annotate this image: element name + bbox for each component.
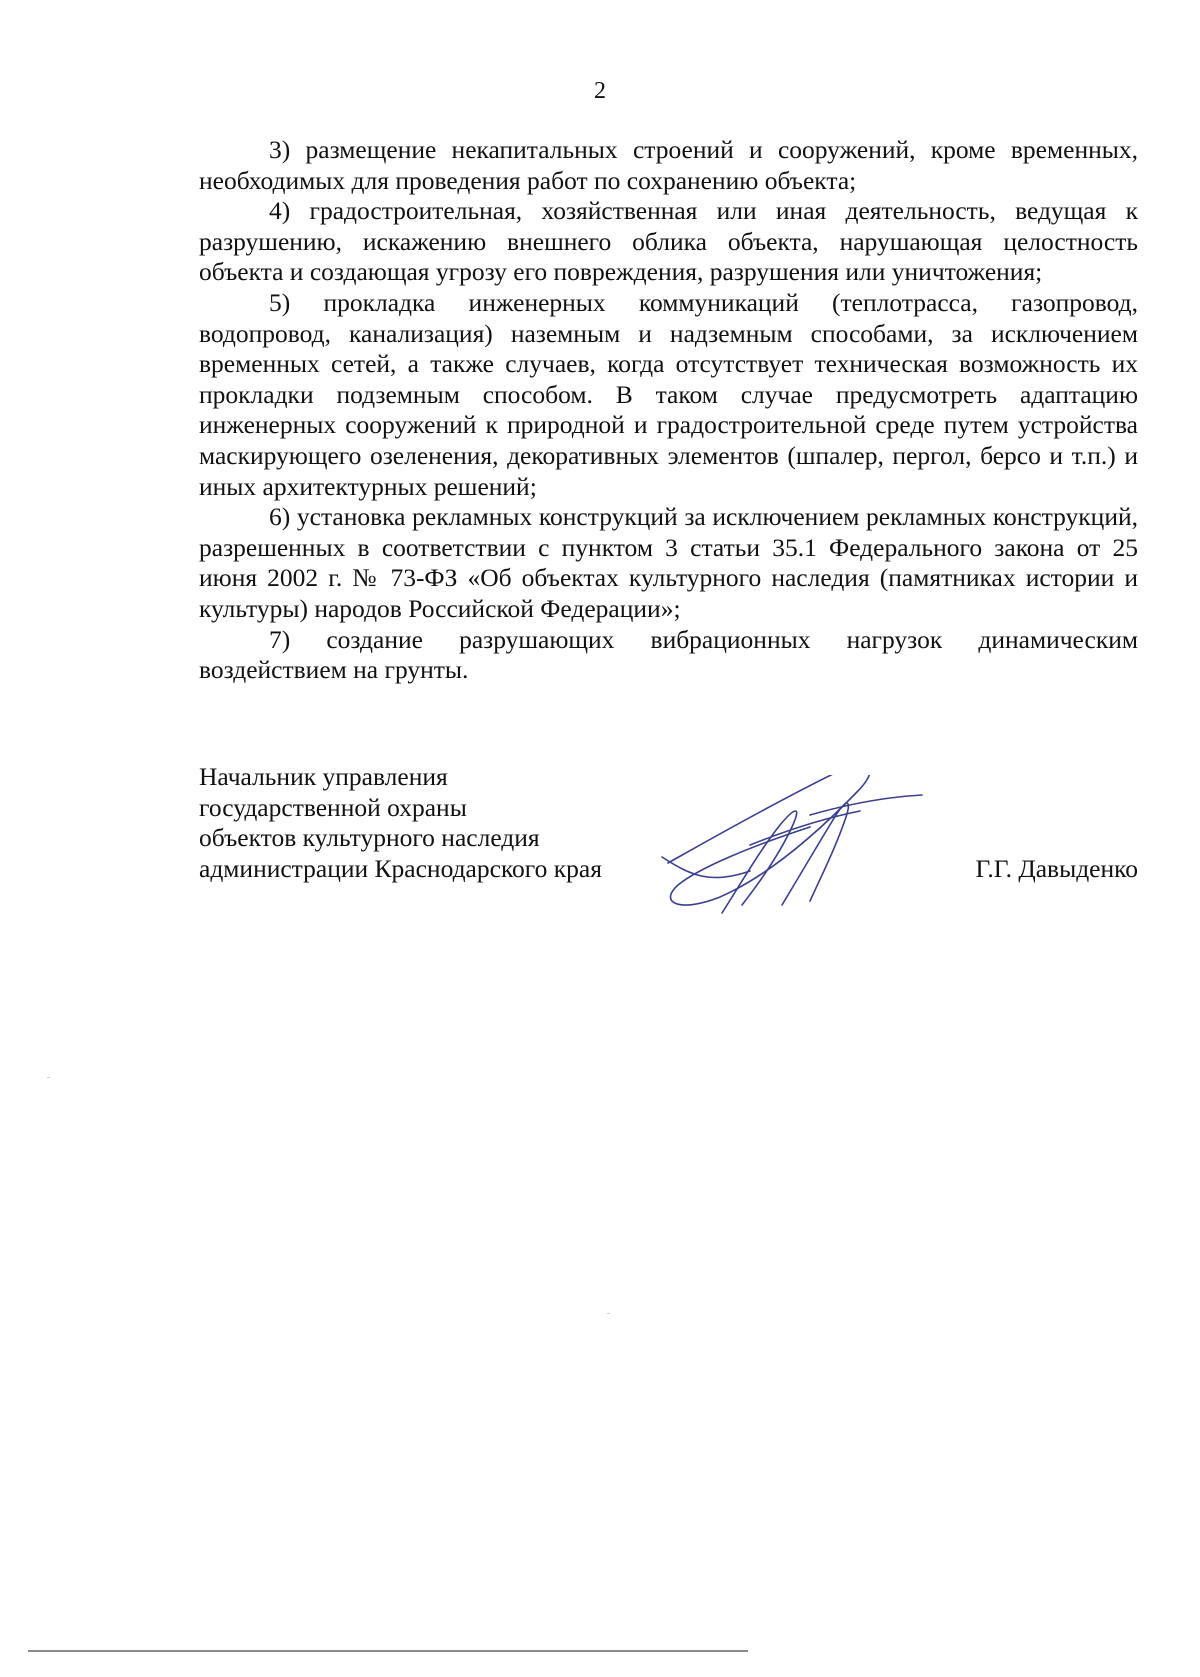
list-item-4: 4) градостроительная, хозяйственная или иная деятельность, ведущая к разрушению, искажению внешнего облика объекта, нарушающая целостность объекта и создающая угрозу его повреждения, разрушения или уничтожения;: [199, 196, 1138, 287]
scan-speck: [47, 1077, 50, 1078]
signatory-title-line: Начальник управления: [199, 762, 448, 791]
signatory-title: [199, 762, 602, 884]
handwritten-signature: [660, 775, 930, 925]
scan-speck: [607, 1313, 610, 1314]
list-item-6: 6) установка рекламных конструкций за исключением рекламных конструкций, разрешенных в соответствии с пунктом 3 статьи 35.1 Федерального закона от 25 июня 2002 г. № 73-ФЗ «Об объектах культурного наследия (памятниках истории и культуры) народов Российской Федерации»;: [199, 502, 1138, 623]
list-item-3: 3) размещение некапитальных строений и сооружений, кроме временных, необходимых для проведения работ по сохранению объекта;: [199, 135, 1138, 195]
signature-stroke: [810, 795, 922, 815]
signatory-title-line: государственной охраны: [199, 792, 467, 822]
signatory-name: Г.Г. Давыденко: [975, 854, 1138, 883]
signature-stroke: [782, 803, 848, 905]
page-number: 2: [594, 78, 606, 104]
list-item-7: 7) создание разрушающих вибрационных нагрузок динамическим воздействием на грунты.: [199, 624, 1138, 685]
signatory-title-line: объектов культурного наследия: [199, 823, 540, 853]
bottom-scan-rule: [28, 1650, 748, 1652]
document-body: [199, 135, 1138, 686]
list-item-5: 5) прокладка инженерных коммуникаций (теплотрасса, газопровод, водопровод, канализация) наземным и надземным способами, за исключением временных сетей, а также случаев, когда отсутствует техническая возможность их прокладки подземным способом. В таком случае предусмотреть адаптацию инженерных сооружений к природной и градостроительной среде путем устройства маскирующего озеленения, декоративных элементов (шпалер, пергол, берсо и т.п.) и иных архитектурных решений;: [199, 287, 1138, 501]
signatory-title-line: администрации Краснодарского края: [199, 853, 602, 883]
